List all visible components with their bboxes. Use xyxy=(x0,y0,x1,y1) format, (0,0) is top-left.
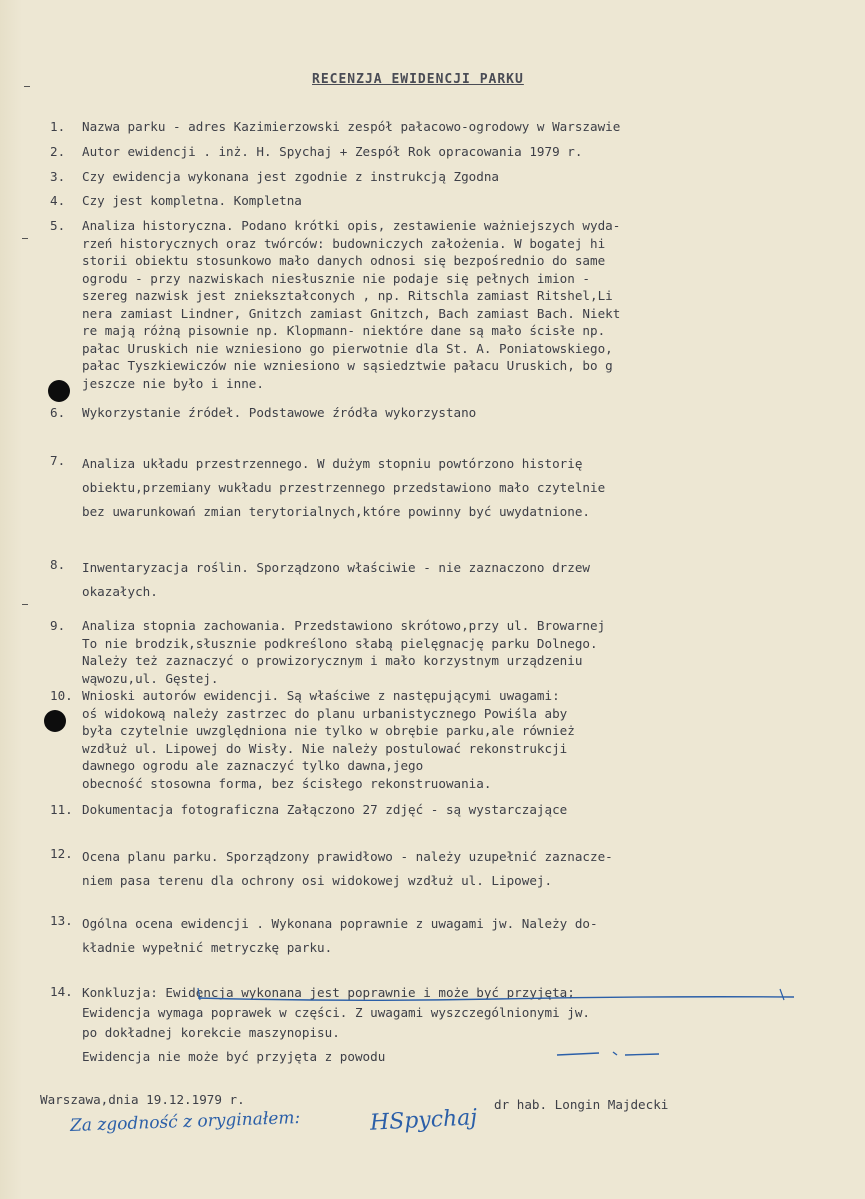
item-number: 10. xyxy=(50,688,73,703)
item-line: Analiza układu przestrzennego. W dużym stopniu powtórzono historię xyxy=(82,456,583,471)
item-line: Ocena planu parku. Sporządzony prawidłowo - należy uzupełnić zaznacze- xyxy=(82,849,613,864)
item-line: Ewidencja nie może być przyjęta z powodu xyxy=(82,1049,386,1064)
margin-tick xyxy=(24,86,30,87)
item-line: Ogólna ocena ewidencji . Wykonana poprawnie z uwagami jw. Należy do- xyxy=(82,916,598,931)
item-line: bez uwarunkowań zmian terytorialnych,które powinny być uwydatnione. xyxy=(82,504,590,519)
item-line: rzeń historycznych oraz twórców: budowniczych założenia. W bogatej hi xyxy=(82,235,606,251)
item-number: 6. xyxy=(50,405,66,420)
item-line: wąwozu,ul. Gęstej. xyxy=(82,670,219,686)
item-line: nera zamiast Lindner, Gnitzch zamiast Gnitzch, Bach zamiast Bach. Niekt xyxy=(82,305,621,321)
item-line: Dokumentacja fotograficzna Załączono 27 zdjęć - są wystarczające xyxy=(82,802,568,817)
paper-edge xyxy=(0,0,22,1199)
item-number: 11. xyxy=(50,802,73,817)
place-date: Warszawa,dnia 19.12.1979 r. xyxy=(40,1092,245,1107)
item-line: storii obiektu stosunkowo mało danych odnosi się bezpośrednio do same xyxy=(82,253,606,268)
item-line: Należy też zaznaczyć o prowizorycznym i mało korzystnym urządzeniu xyxy=(82,653,583,668)
handwritten-note: Za zgodność z oryginałem: xyxy=(69,1107,301,1137)
item-number: 14. xyxy=(50,984,73,999)
item-line: Autor ewidencji . inż. H. Spychaj + Zespół Rok opracowania 1979 r. xyxy=(82,144,583,159)
item-number: 1. xyxy=(50,119,66,134)
item-line: niem pasa terenu dla ochrony osi widokowej wzdłuż ul. Lipowej. xyxy=(82,873,553,888)
item-line: Czy jest kompletna. Kompletna xyxy=(82,193,302,208)
ink-underline xyxy=(196,986,796,1004)
item-number: 4. xyxy=(50,193,66,208)
item-line: po dokładnej korekcie maszynopisu. xyxy=(82,1025,340,1040)
item-line: Ewidencja wymaga poprawek w części. Z uwagami wyszczególnionymi jw. xyxy=(82,1005,590,1020)
item-line: Wnioski autorów ewidencji. Są właściwe z następującymi uwagami: xyxy=(82,688,560,703)
margin-tick xyxy=(22,238,28,239)
item-line: ogrodu - przy nazwiskach niesłusznie nie podaje się pełnych imion - xyxy=(82,270,590,286)
handwritten-signature: HSpychaj xyxy=(369,1105,478,1136)
item-number: 3. xyxy=(50,169,66,184)
item-line: wzdłuż ul. Lipowej do Wisły. Nie należy postulować rekonstrukcji xyxy=(82,740,568,756)
item-line: pałac Tyszkiewiczów nie wzniesiono w sąsiedztwie pałacu Uruskich, bo g xyxy=(82,358,613,373)
margin-tick xyxy=(22,604,28,605)
item-line: Nazwa parku - adres Kazimierzowski zespół pałacowo-ogrodowy w Warszawie xyxy=(82,119,621,134)
item-number: 13. xyxy=(50,913,73,928)
item-line: Inwentaryzacja roślin. Sporządzono właściwie - nie zaznaczono drzew xyxy=(82,560,590,575)
item-line: Wykorzystanie źródeł. Podstawowe źródła wykorzystano xyxy=(82,405,477,420)
item-number: 2. xyxy=(50,144,66,159)
item-number: 9. xyxy=(50,618,66,633)
item-number: 12. xyxy=(50,846,73,861)
item-line: szereg nazwisk jest zniekształconych , np. Ritschla zamiast Ritshel,Li xyxy=(82,288,613,303)
item-line: okazałych. xyxy=(82,584,158,599)
item-line: Analiza historyczna. Podano krótki opis, zestawienie ważniejszych wyda- xyxy=(82,218,621,233)
document-title: RECENZJA EWIDENCJI PARKU xyxy=(312,72,524,87)
item-line: Czy ewidencja wykonana jest zgodnie z instrukcją Zgodna xyxy=(82,169,500,184)
item-line: Konkluzja: Ewidencja wykonana jest poprawnie i może być przyjęta; xyxy=(82,985,575,1000)
item-line: obiektu,przemiany wukładu przestrzennego przedstawiono mało czytelnie xyxy=(82,480,606,495)
item-line: kładnie wypełnić metryczkę parku. xyxy=(82,940,333,955)
item-number: 7. xyxy=(50,453,66,468)
item-line: obecność stosowna forma, bez ścisłego rekonstruowania. xyxy=(82,775,492,791)
item-line: pałac Uruskich nie wzniesiono go pierwotnie dla St. A. Poniatowskiego, xyxy=(82,340,613,356)
item-line: oś widokową należy zastrzec do planu urbanistycznego Powiśla aby xyxy=(82,705,568,721)
item-number: 5. xyxy=(50,218,66,233)
item-line: re mają różną pisownie np. Klopmann- niektóre dane są mało ścisłe np. xyxy=(82,323,606,338)
item-line: dawnego ogrodu ale zaznaczyć tylko dawna,jego xyxy=(82,758,424,773)
item-line: jeszcze nie było i inne. xyxy=(82,375,264,391)
item-line: Analiza stopnia zachowania. Przedstawiono skrótowo,przy ul. Browarnej xyxy=(82,618,606,633)
dash-mark xyxy=(555,1048,665,1060)
item-line: To nie brodzik,słusznie podkreślono słabą pielęgnację parku Dolnego. xyxy=(82,635,598,651)
reviewer-name: dr hab. Longin Majdecki xyxy=(494,1097,669,1112)
item-number: 8. xyxy=(50,557,66,572)
punch-hole xyxy=(44,710,66,732)
item-line: była czytelnie uwzględniona nie tylko w obrębie parku,ale również xyxy=(82,723,575,738)
punch-hole xyxy=(48,380,70,402)
